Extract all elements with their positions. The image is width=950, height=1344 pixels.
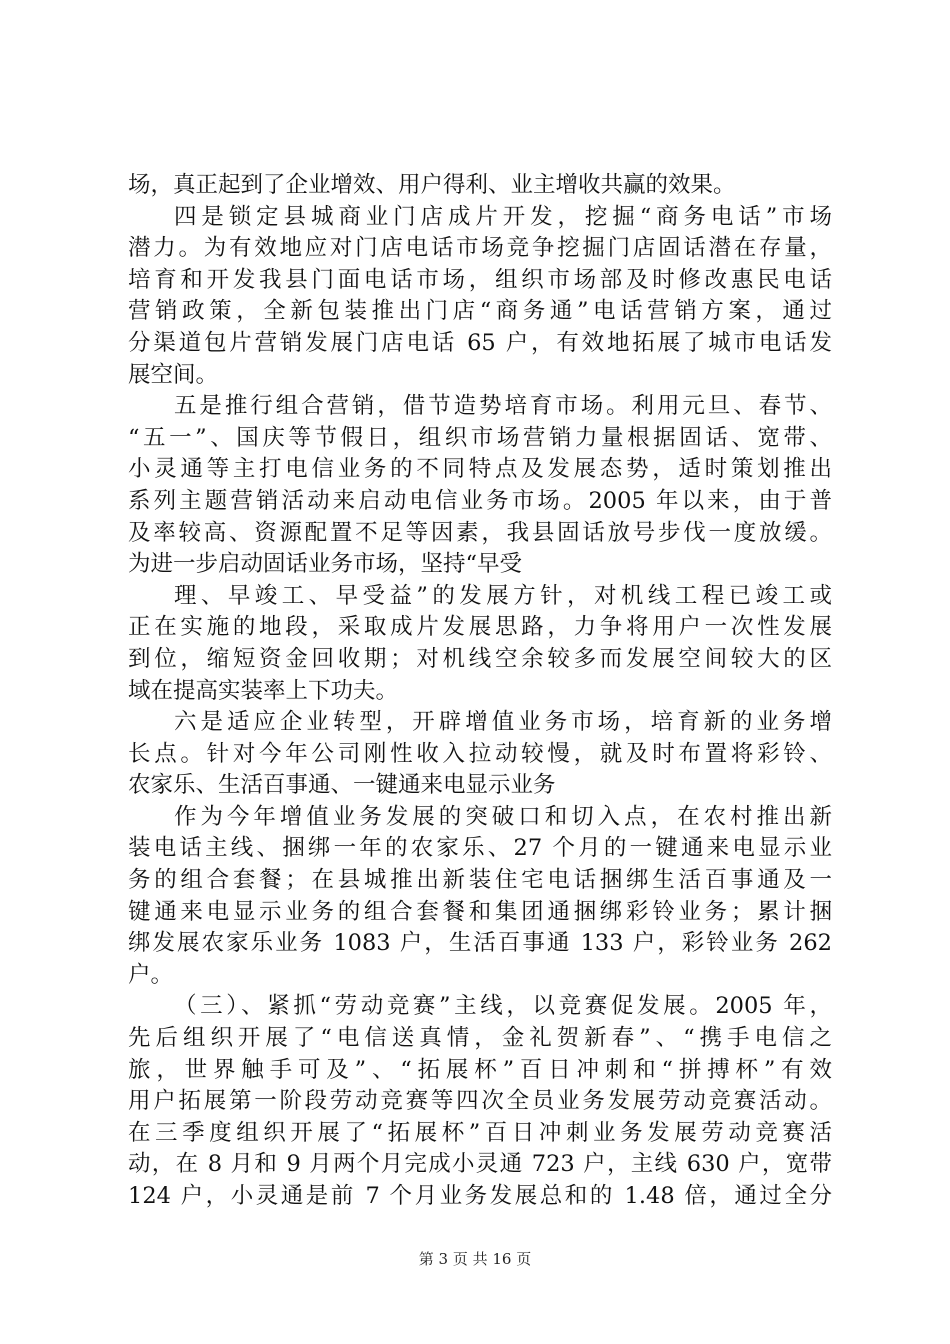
text-line: 农家乐、生活百事通、一键通来电显示业务 xyxy=(128,772,556,799)
text-line: 户。 xyxy=(128,961,174,988)
text-line: 场，真正起到了企业增效、用户得利、业主增收共赢的效果。 xyxy=(128,172,736,198)
text-line: 培育和开发我县门面电话市场，组织市场部及时修改惠民电话 xyxy=(128,266,832,293)
text-line: 分渠道包片营销发展门店电话 65 户，有效地拓展了城市电话发 xyxy=(128,329,832,356)
text-line: 六是适应企业转型，开辟增值业务市场，培育新的业务增 xyxy=(174,709,832,736)
text-line: 装电话主线、捆绑一年的农家乐、27 个月的一键通来电显示业 xyxy=(128,835,832,862)
text-line: 长点。针对今年公司刚性收入拉动较慢，就及时布置将彩铃、 xyxy=(128,740,832,767)
document-body xyxy=(128,170,832,1213)
text-line: 系列主题营销活动来启动电信业务市场。2005 年以来，由于普 xyxy=(128,487,832,514)
text-line: 正在实施的地段，采取成片发展思路，力争将用户一次性发展 xyxy=(128,614,832,641)
text-line: （三）、紧抓“劳动竞赛”主线，以竞赛促发展。2005 年， xyxy=(174,993,832,1020)
text-line: 务的组合套餐；在县城推出新装住宅电话捆绑生活百事通及一 xyxy=(128,867,832,894)
text-line: 营销政策，全新包装推出门店“商务通”电话营销方案，通过 xyxy=(128,298,832,325)
text-line: 用户拓展第一阶段劳动竞赛等四次全员业务发展劳动竞赛活动。 xyxy=(128,1088,832,1115)
text-line: “五一”、国庆等节假日，组织市场营销力量根据固话、宽带、 xyxy=(128,424,832,451)
text-line: 动，在 8 月和 9 月两个月完成小灵通 723 户，主线 630 户，宽带 xyxy=(128,1151,832,1178)
text-line: 先后组织开展了“电信送真情，金礼贺新春”、“携手电信之 xyxy=(128,1025,832,1052)
text-line: 及率较高、资源配置不足等因素，我县固话放号步伐一度放缓。 xyxy=(128,519,832,546)
text-line: 展空间。 xyxy=(128,361,219,388)
page-footer: 第 3 页 共 16 页 xyxy=(418,1250,532,1268)
text-line: 绑发展农家乐业务 1083 户，生活百事通 133 户，彩铃业务 262 xyxy=(128,930,832,957)
text-line: 理、早竣工、早受益”的发展方针，对机线工程已竣工或 xyxy=(174,582,832,609)
text-line: 到位，缩短资金回收期；对机线空余较多而发展空间较大的区 xyxy=(128,645,832,672)
text-line: 在三季度组织开展了“拓展杯”百日冲刺业务发展劳动竞赛活 xyxy=(128,1119,832,1146)
text-line: 域在提高实装率上下功夫。 xyxy=(128,677,399,704)
text-line: 小灵通等主打电信业务的不同特点及发展态势，适时策划推出 xyxy=(128,456,832,483)
text-line: 四是锁定县城商业门店成片开发，挖掘“商务电话”市场 xyxy=(174,203,832,230)
text-line: 键通来电显示业务的组合套餐和集团通捆绑彩铃业务；累计捆 xyxy=(128,898,832,925)
text-line: 124 户，小灵通是前 7 个月业务发展总和的 1.48 倍，通过全分 xyxy=(128,1183,832,1209)
text-line: 旅，世界触手可及”、“拓展杯”百日冲刺和“拼搏杯”有效 xyxy=(128,1056,832,1083)
text-line: 潜力。为有效地应对门店电话市场竞争挖掘门店固话潜在存量， xyxy=(128,235,832,262)
text-line: 作为今年增值业务发展的突破口和切入点，在农村推出新 xyxy=(174,803,832,830)
text-line: 五是推行组合营销，借节造势培育市场。利用元旦、春节、 xyxy=(174,393,832,420)
text-line: 为进一步启动固话业务市场，坚持“早受 xyxy=(128,551,523,578)
